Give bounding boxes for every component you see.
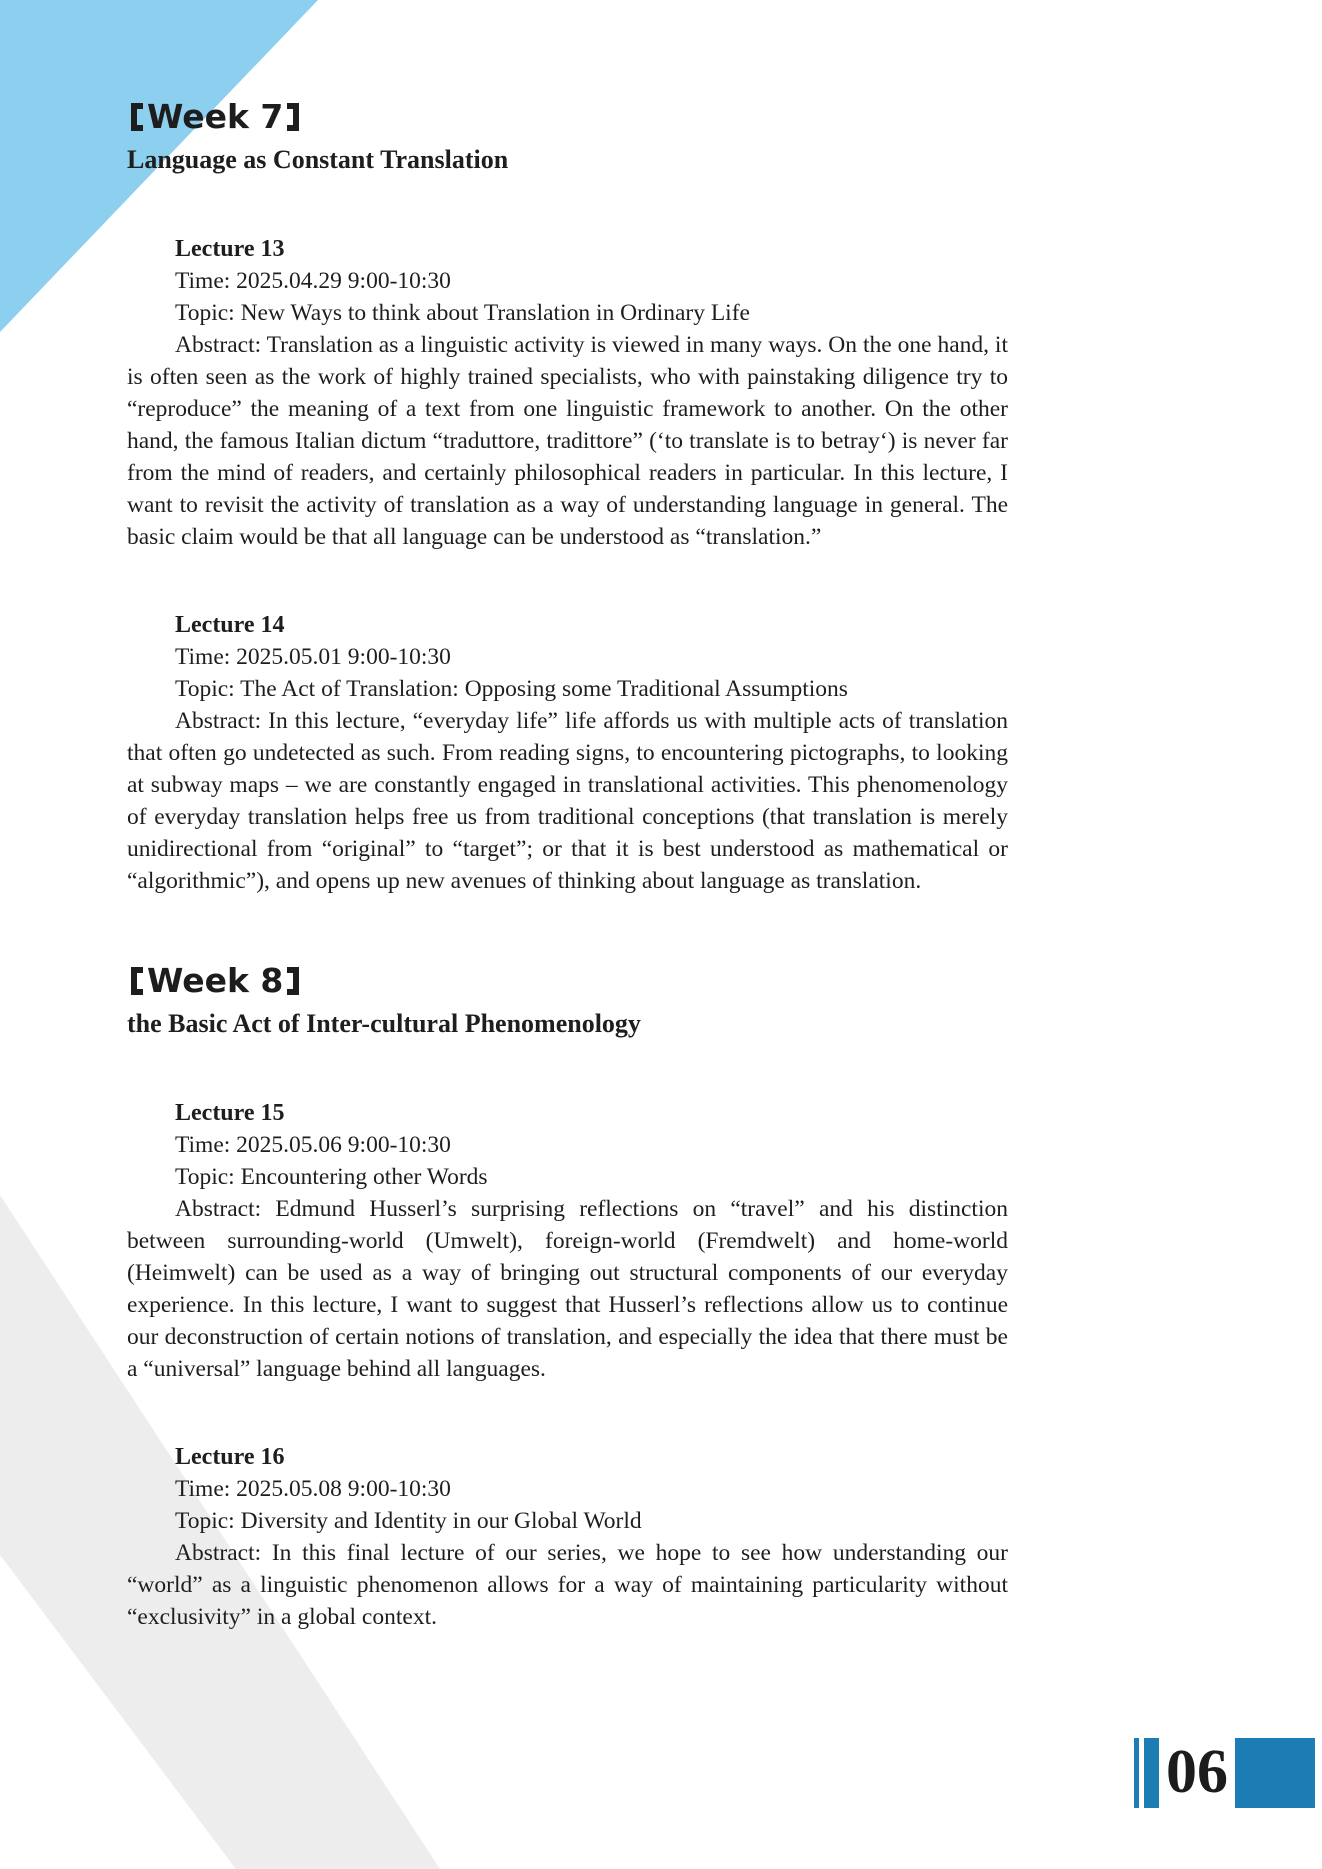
lecture-13-block (127, 233, 1008, 553)
lecture-topic: Topic: The Act of Translation: Opposing some Traditional Assumptions (175, 676, 848, 702)
left-lenticular-bracket-icon (131, 967, 143, 995)
week-subtitle: Language as Constant Translation (127, 145, 509, 174)
week-title-text: Week 7 (147, 97, 284, 136)
lecture-abstract: Abstract: In this lecture, “everyday life” life affords us with multiple acts of translation that often go undetected as such. From reading signs, to encountering pictographs, to looking at subway maps – we are constantly engaged in translational activities. This phenomenology of everyday translation helps free us from traditional conceptions (that translation is merely unidirectional from “original” to “target”; or that it is best understood as mathematical or “algorithmic”), and opens up new avenues of thinking about language as translation. (127, 708, 1008, 894)
page-number: 06 (1166, 1738, 1228, 1806)
lecture-time: Time: 2025.05.01 9:00-10:30 (175, 644, 451, 670)
lecture-heading: Lecture 14 (175, 612, 285, 638)
week-title-text: Week 8 (147, 961, 284, 1000)
week-subtitle: the Basic Act of Inter-cultural Phenomenology (127, 1009, 641, 1038)
week-title (127, 961, 1008, 1001)
lecture-abstract: Abstract: Translation as a linguistic activity is viewed in many ways. On the one hand, it is often seen as the work of highly trained specialists, who with painstaking diligence try to “reproduce” the meaning of a text from one linguistic framework to another. On the other hand, the famous Italian dictum “traduttore, tradittore” (‘to translate is to betray‘) is never far from the mind of readers, and certainly philosophical readers in particular. In this lecture, I want to revisit the activity of translation as a way of understanding language in general. The basic claim would be that all language can be understood as “translation.” (127, 332, 1008, 550)
right-lenticular-bracket-icon (287, 967, 299, 995)
lecture-16-block (127, 1441, 1008, 1633)
page-content (127, 97, 1008, 1633)
footer-accent-square (1235, 1738, 1315, 1808)
footer-accent-bar-thin (1134, 1738, 1139, 1808)
page-footer (1134, 1738, 1315, 1808)
lecture-topic: Topic: New Ways to think about Translation in Ordinary Life (175, 300, 750, 326)
week-8-section (127, 961, 1008, 1633)
left-lenticular-bracket-icon (131, 103, 143, 131)
lecture-topic: Topic: Diversity and Identity in our Global World (175, 1508, 642, 1534)
week-7-section (127, 97, 1008, 897)
lecture-abstract: Abstract: In this final lecture of our series, we hope to see how understanding our “world” as a linguistic phenomenon allows for a way of maintaining particularity without “exclusivity” in a global context. (127, 1540, 1008, 1630)
footer-accent-bar-thick (1144, 1738, 1159, 1808)
lecture-time: Time: 2025.04.29 9:00-10:30 (175, 268, 451, 294)
right-lenticular-bracket-icon (287, 103, 299, 131)
lecture-time: Time: 2025.05.06 9:00-10:30 (175, 1132, 451, 1158)
lecture-abstract: Abstract: Edmund Husserl’s surprising reflections on “travel” and his distinction between surrounding-world (Umwelt), foreign-world (Fremdwelt) and home-world (Heimwelt) can be used as a way of bringing out structural components of our everyday experience. In this lecture, I want to suggest that Husserl’s reflections allow us to continue our deconstruction of certain notions of translation, and especially the idea that there must be a “universal” language behind all languages. (127, 1196, 1008, 1382)
lecture-15-block (127, 1097, 1008, 1385)
lecture-time: Time: 2025.05.08 9:00-10:30 (175, 1476, 451, 1502)
lecture-heading: Lecture 13 (175, 236, 285, 262)
week-title (127, 97, 1008, 137)
lecture-14-block (127, 609, 1008, 897)
lecture-heading: Lecture 16 (175, 1444, 285, 1470)
lecture-topic: Topic: Encountering other Words (175, 1164, 488, 1190)
lecture-heading: Lecture 15 (175, 1100, 285, 1126)
